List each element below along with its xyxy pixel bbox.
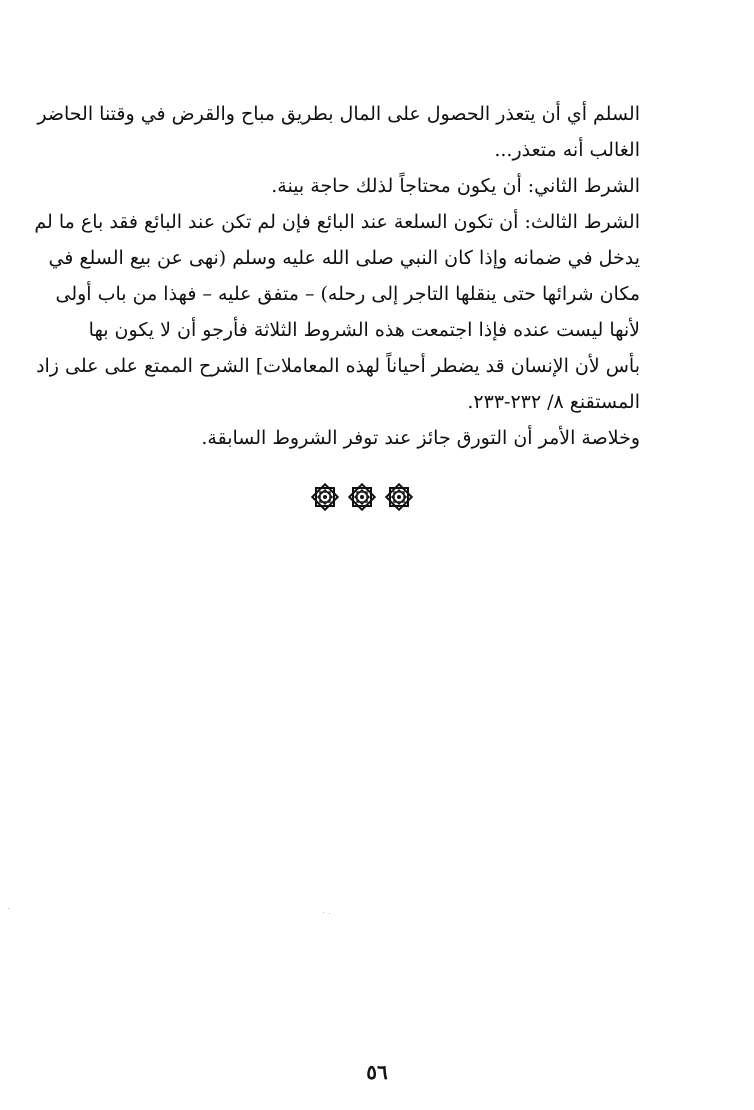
text-line-5: يدخل في ضمانه وإذا كان النبي صلى الله عليه وسلم (نهى عن بيع السلع في [48,247,640,269]
eight-point-star-icon [347,482,377,512]
text-line-2: الغالب أنه متعذر... [494,139,640,161]
text-line-4: الشرط الثالث: أن تكون السلعة عند البائع فإن لم تكن عند البائع فقد باع ما لم [34,211,640,233]
section-divider-ornament [310,481,414,513]
scan-speck [8,908,9,909]
eight-point-star-icon [384,482,414,512]
text-line-9: المستقنع ٨/ ٢٣٢-٢٣٣. [467,391,640,413]
text-line-6: مكان شرائها حتى ينقلها التاجر إلى رحله) – متفق عليه – فهذا من باب أولى [55,283,640,305]
page-number: ٥٦ [366,1060,388,1084]
text-line-10: وخلاصة الأمر أن التورق جائز عند توفر الشروط السابقة. [201,427,640,449]
eight-point-star-icon [310,482,340,512]
text-line-1: السلم أي أن يتعذر الحصول على المال بطريق مباح والقرض في وقتنا الحاضر [37,103,640,125]
text-line-7: لأنها ليست عنده فإذا اجتمعت هذه الشروط الثلاثة فأرجو أن لا يكون بها [88,319,640,341]
scan-speck [329,913,330,914]
scan-speck [323,912,324,913]
text-line-3: الشرط الثاني: أن يكون محتاجاً لذلك حاجة بينة. [271,175,640,197]
text-line-8: بأس لأن الإنسان قد يضطر أحياناً لهذه المعاملات] الشرح الممتع على على زاد [36,355,640,377]
body-text [34,96,640,456]
